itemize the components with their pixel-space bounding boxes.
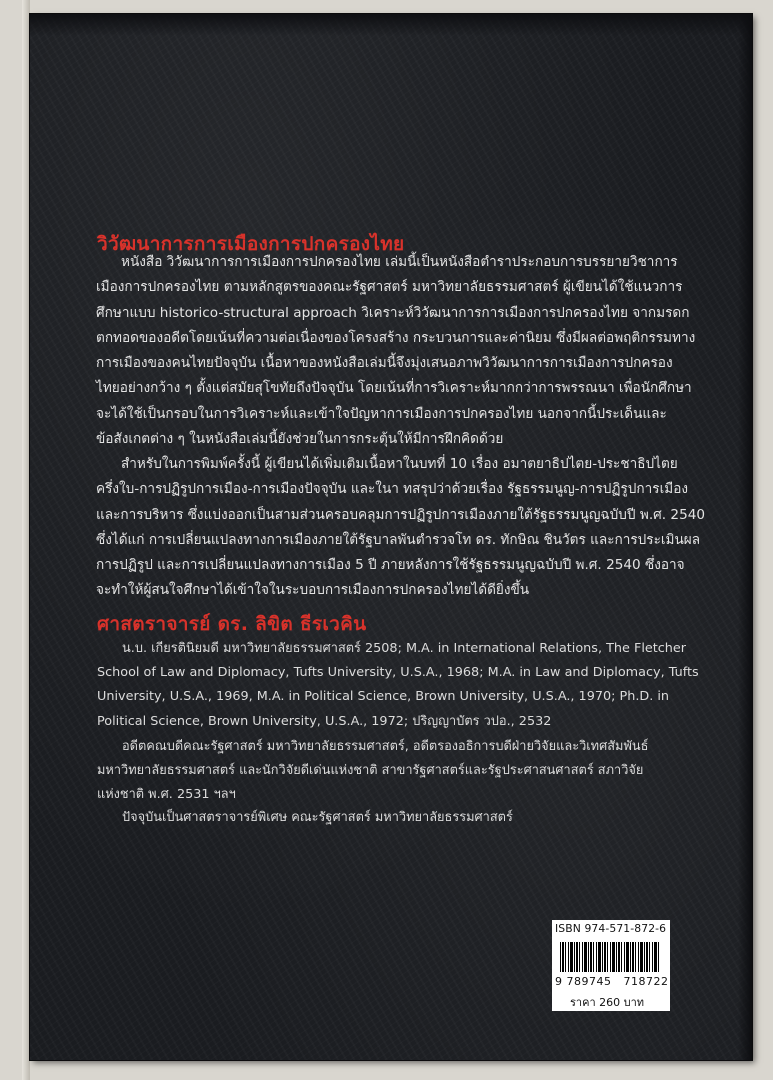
text-line: หนังสือ วิวัฒนาการการเมืองการปกครองไทย เล่มนี้เป็นหนังสือตำราประกอบการบรรยายวิชาการ [121, 254, 678, 270]
text-line: จะทำให้ผู้สนใจศึกษาได้เข้าใจในระบอบการเมืองการปกครองไทยได้ดียิ่งขึ้น [96, 582, 530, 599]
text-line: ปัจจุบันเป็นศาสตราจารย์พิเศษ คณะรัฐศาสตร์ มหาวิทยาลัยธรรมศาสตร์ [122, 810, 513, 825]
barcode-number: 9 789745 718722 [555, 975, 669, 988]
text-line: University, U.S.A., 1969, M.A. in Political Science, Brown University, U.S.A., 1970; Ph.D. in [97, 689, 670, 705]
page-edge [22, 0, 30, 1080]
price-label: ราคา 260 บาท [570, 996, 645, 1009]
barcode-icon [560, 942, 660, 972]
text-line: ศึกษาแบบ historico-structural approach วิเคราะห์วิวัฒนาการการเมืองการปกครองไทย จากมรดก [96, 304, 690, 321]
isbn-barcode-label [552, 920, 670, 1011]
author-current-position [97, 806, 513, 830]
text-line: School of Law and Diplomacy, Tufts University, U.S.A., 1968; M.A. in Law and Diplomacy, Tufts [97, 665, 699, 681]
book-title-heading: วิวัฒนาการการเมืองการปกครองไทย [97, 233, 405, 255]
text-line: ไทยอย่างกว้าง ๆ ตั้งแต่สมัยสุโขทัยถึงปัจจุบัน โดยเน้นที่การวิเคราะห์มากกว่าการพรรณนา เพื่อนักศึกษา [96, 380, 692, 397]
text-line: Political Science, Brown University, U.S.A., 1972; ปริญญาบัตร วปอ., 2532 [97, 713, 552, 729]
text-line: ข้อสังเกตต่าง ๆ ในหนังสือเล่มนี้ยังช่วยในการกระตุ้นให้มีการฝึกคิดด้วย [96, 431, 504, 448]
isbn-text: ISBN 974-571-872-6 [555, 922, 667, 935]
author-name-heading: ศาสตราจารย์ ดร. ลิขิต ธีรเวคิน [97, 613, 367, 635]
description-paragraph-1 [96, 250, 695, 452]
text-line: สำหรับในการพิมพ์ครั้งนี้ ผู้เขียนได้เพิ่มเติมเนื้อหาในบทที่ 10 เรื่อง อมาตยาธิปไตย-ประชาธิปไตย [121, 456, 678, 472]
text-line: การเมืองของคนไทยปัจจุบัน เนื้อหาของหนังสือเล่มนี้จึงมุ่งเสนอภาพวิวัฒนาการการเมืองการปกครอง [96, 355, 673, 372]
text-line: การปฏิรูป และการเปลี่ยนแปลงทางการเมือง 5 ปี ภายหลังการใช้รัฐธรรมนูญฉบับปี พ.ศ. 2540 ซึ่งอาจ [96, 557, 685, 574]
text-line: เมืองการปกครองไทย ตามหลักสูตรของคณะรัฐศาสตร์ มหาวิทยาลัยธรรมศาสตร์ ผู้เขียนได้ใช้แนวการ [96, 279, 683, 296]
text-line: มหาวิทยาลัยธรรมศาสตร์ และนักวิจัยดีเด่นแห่งชาติ สาขารัฐศาสตร์และรัฐประศาสนศาสตร์ สภาวิจัย [97, 763, 644, 779]
text-line: ครึ่งใบ-การปฏิรูปการเมือง-การเมืองปัจจุบัน และในา ทสรุปว่าด้วยเรื่อง รัฐธรรมนูญ-การปฏิรูปการเมือง [96, 481, 689, 498]
text-line: แห่งชาติ พ.ศ. 2531 ฯลฯ [97, 787, 236, 803]
text-line: อดีตคณบดีคณะรัฐศาสตร์ มหาวิทยาลัยธรรมศาสตร์, อดีตรองอธิการบดีฝ่ายวิจัยและวิเทศสัมพันธ์ [122, 739, 649, 754]
description-paragraph-2 [96, 452, 705, 604]
author-education [97, 637, 699, 734]
text-line: และการบริหาร ซึ่งแบ่งออกเป็นสามส่วนครอบคลุมการปฏิรูปการเมืองภายใต้รัฐธรรมนูญฉบับปี พ.ศ. 2540 [96, 506, 706, 523]
author-positions [97, 735, 648, 808]
text-line: ตกทอดของอดีตโดยเน้นที่ความต่อเนื่องของโครงสร้าง กระบวนการและค่านิยม ซึ่งมีผลต่อพฤติกรรมทาง [96, 329, 696, 346]
text-line: จะได้ใช้เป็นกรอบในการวิเคราะห์และเข้าใจปัญหาการเมืองการปกครองไทย นอกจากนี้ประเด็นและ [96, 405, 667, 422]
text-line: ซึ่งได้แก่ การเปลี่ยนแปลงทางการเมืองภายใต้รัฐบาลพันตำรวจโท ดร. ทักษิณ ชินวัตร และการประเมินผล [96, 531, 701, 548]
text-line: น.บ. เกียรตินิยมดี มหาวิทยาลัยธรรมศาสตร์ 2508; M.A. in International Relations, The Fletcher [122, 641, 687, 656]
